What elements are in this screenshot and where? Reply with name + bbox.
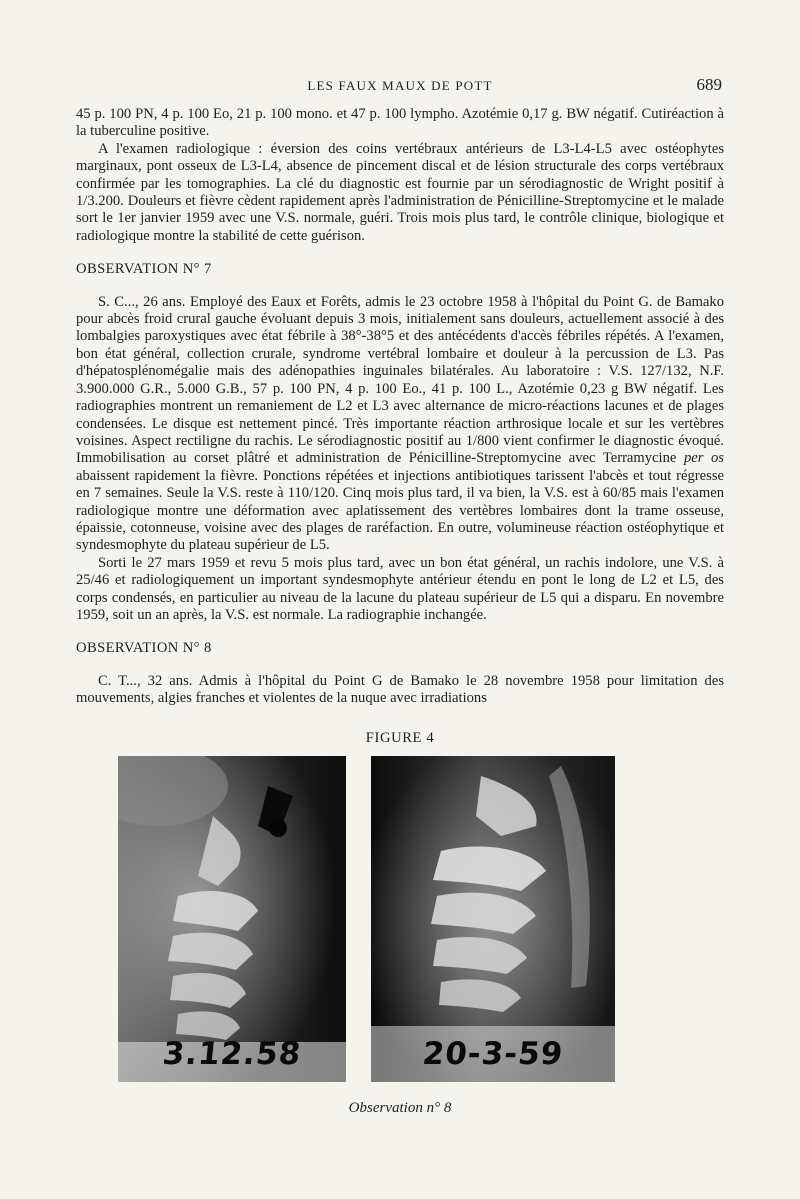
paragraph-observation-7 [76,294,724,555]
left-date-label: 3.12.58 [160,1036,304,1072]
body-text [76,106,724,747]
figure-title: FIGURE 4 [365,729,435,746]
paragraph-lab-results: 45 p. 100 PN, 4 p. 100 Eo, 21 p. 100 mono. et 47 p. 100 lympho. Azotémie 0,17 g. BW négatif. Cutiréaction à la tuberculine positive. [76,106,724,140]
paragraph-radiology: A l'examen radiologique : éversion des coins vertébraux antérieurs de L3-L4-L5 avec ostéophytes marginaux, pont osseux de L3-L4, absence de pincement discal et de lésion structurale des corps vertébraux confirmée par les tomographies. La clé du diagnostic est fournie par un sérodiagnostic de Wright positif à 1/3.200. Douleurs et fièvre cèdent rapidement après l'administration de Pénicilline-Streptomycine et le malade sort le 1er janvier 1959 avec une V.S. normale, guéri. Trois mois plus tard, le contrôle clinique, biologique et radiologique montre la stabilité de cette guérison. [76,140,724,244]
obs7-text-part1: S. C..., 26 ans. Employé des Eaux et Forêts, admis le 23 octobre 1958 à l'hôpital du Point G. de Bamako pour abcès froid crural gauche évoluant depuis 3 mois, initialement sans douleurs, actuellement associé à des lombalgies paroxystiques avec état fébrile à 38°-38°5 et des antécédents d'accès fébriles répétés. A l'examen, bon état général, collection crurale, syndrome vertébral lombaire et douleur à la percussion de L3. Pas d'hépatosplénomégalie mais des adénopathies inguinales bilatérales. Au laboratoire : V.S. 127/132, N.F. 3.900.000 G.R., 5.000 G.B., 57 p. 100 PN, 4 p. 100 Eo., 41 p. 100 L., Azotémie 0,23 g BW négatif. Les radiographies montrent un remaniement de L2 et L3 avec alternance de micro-réactions lacunes et de plages condensées. Le disque est nettement pincé. Très importante réaction arthrosique locale et sur les vertèbres voisines. Aspect rectiligne du rachis. Le sérodiagnostic positif au 1/800 vient confirmer le diagnostic évoqué. Immobilisation au corset plâtré et administration de Pénicilline-Streptomycine avec Terramycine [76,293,724,467]
observation-7-heading: OBSERVATION N° 7 [76,261,212,278]
radiograph-left [118,756,346,1082]
obs7-text-part2: abaissent rapidement la fièvre. Ponctions répétées et injections antibiotiques tarissent l'abcès et tout régresse en 7 semaines. Seule la V.S. reste à 110/120. Cinq mois plus tard, il va bien, la V.S. est à 60/85 mais l'examen radiologique montre une déformation avec aplatissement des vertèbres lombaires dont la trame osseuse, épaissie, cotonneuse, voisine avec des plages de raréfaction. En outre, volumineuse réaction ostéophytique et syndesmophyte du plateau supérieur de L5. [76,467,724,554]
figure-caption: Observation n° 8 [348,1100,452,1116]
page-number: 689 [696,75,722,94]
paragraph-observation-8: C. T..., 32 ans. Admis à l'hôpital du Point G de Bamako le 28 novembre 1958 pour limitation des mouvements, algies franches et violentes de la nuque avec irradiations [76,672,724,707]
radiograph-right-image [371,756,615,1082]
observation-8-heading: OBSERVATION N° 8 [76,640,212,657]
running-head: LES FAUX MAUX DE POTT [307,78,493,93]
right-date-label: 20-3-59 [420,1036,566,1072]
obs7-italic-per-os: per os [683,450,724,467]
paragraph-observation-7-followup: Sorti le 27 mars 1959 et revu 5 mois plus tard, avec un bon état général, un rachis indolore, une V.S. à 25/46 et radiologiquement un important syndesmophyte antérieur étendu en pont le long de L2 et L5, des corps condensés, en particulier au niveau de la lacune du plateau supérieur de L5 qui a disparu. En novembre 1959, soit un an après, la V.S. est normale. La radiographie inchangée. [76,554,724,623]
radiograph-right [371,756,615,1082]
figure-4 [118,756,615,1082]
radiograph-left-image [118,756,346,1082]
page-header [76,75,724,97]
